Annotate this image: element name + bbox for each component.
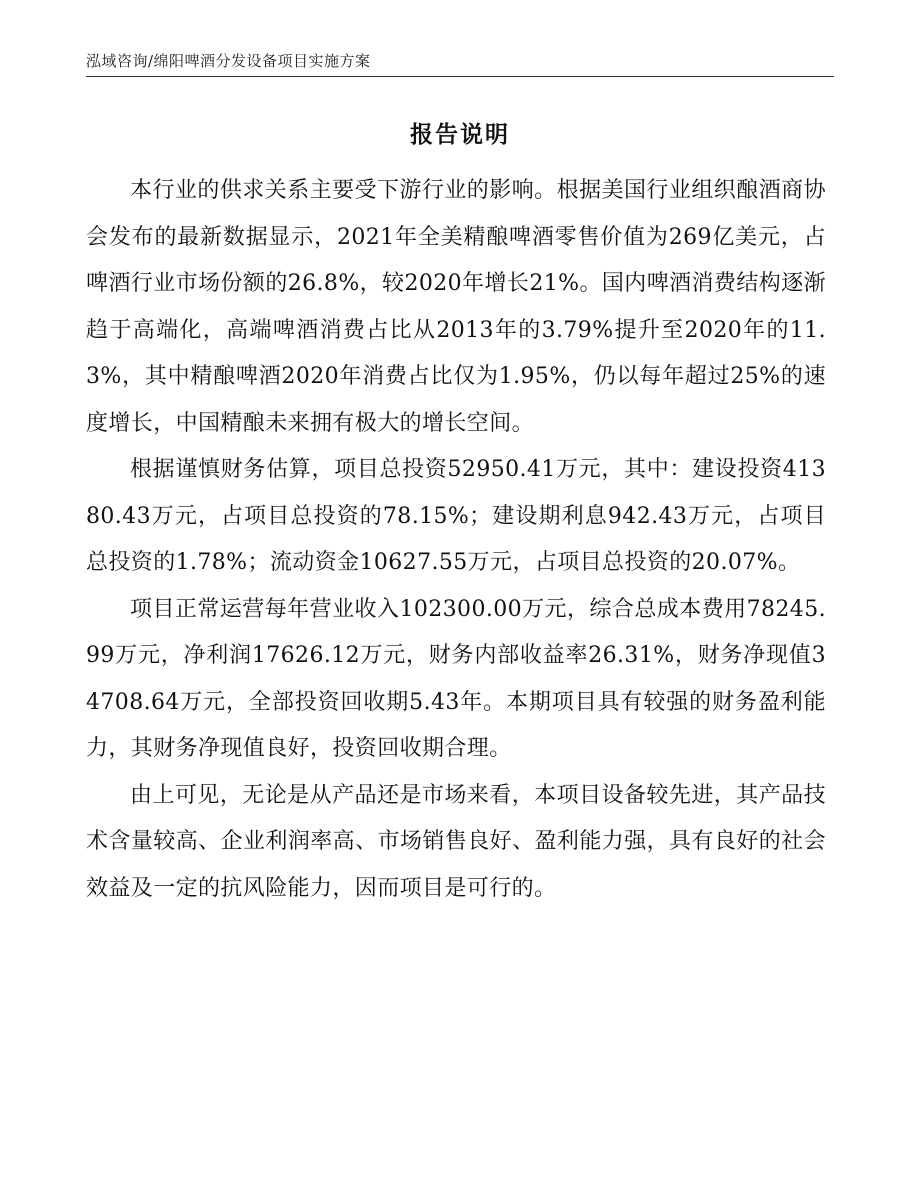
page-title: 报告说明	[410, 122, 510, 148]
paragraph-investment: 根据谨慎财务估算，项目总投资52950.41万元，其中：建设投资41380.43万元，占项目总投资的78.15%；建设期利息942.43万元，占项目总投资的1.78%；流动资金10627.55万元，占项目总投资的20.07%。	[86, 457, 826, 575]
running-header: 泓域咨询/绵阳啤酒分发设备项目实施方案	[86, 52, 371, 70]
paragraph-financial-returns: 项目正常运营每年营业收入102300.00万元，综合总成本费用78245.99万元，净利润17626.12万元，财务内部收益率26.31%，财务净现值34708.64万元，全部投资回收期5.43年。本期项目具有较强的财务盈利能力，其财务净现值良好，投资回收期合理。	[86, 596, 826, 761]
paragraph-conclusion: 由上可见，无论是从产品还是市场来看，本项目设备较先进，其产品技术含量较高、企业利润率高、市场销售良好、盈利能力强，具有良好的社会效益及一定的抗风险能力，因而项目是可行的。	[86, 782, 826, 901]
document-body	[86, 168, 826, 912]
paragraph-industry-overview: 本行业的供求关系主要受下游行业的影响。根据美国行业组织酿酒商协会发布的最新数据显示，2021年全美精酿啤酒零售价值为269亿美元，占啤酒行业市场份额的26.8%，较2020年增长21%。国内啤酒消费结构逐渐趋于高端化，高端啤酒消费占比从2013年的3.79%提升至2020年的11.3%，其中精酿啤酒2020年消费占比仅为1.95%，仍以每年超过25%的速度增长，中国精酿未来拥有极大的增长空间。	[86, 178, 826, 436]
header-divider	[86, 76, 834, 77]
